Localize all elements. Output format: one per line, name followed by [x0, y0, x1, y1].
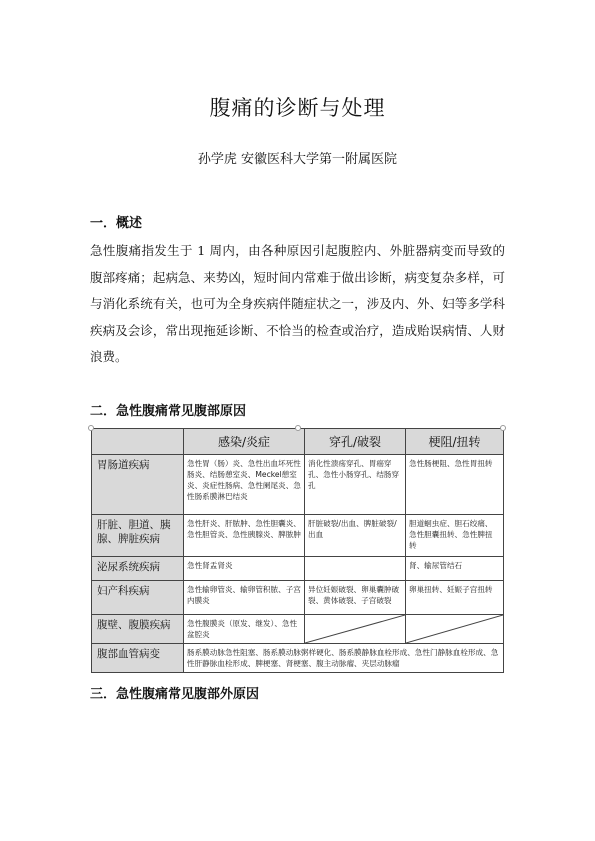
- resize-handle[interactable]: [500, 425, 506, 431]
- empty-diagonal-cell: [305, 615, 406, 644]
- table-row: [92, 455, 504, 515]
- resize-handle[interactable]: [88, 425, 94, 431]
- document-title: 腹痛的诊断与处理: [209, 96, 386, 120]
- section-heading-abdominal-causes: 二．急性腹痛常见腹部原因: [90, 404, 247, 419]
- row-label: 腹部血管病变: [92, 644, 184, 673]
- table-cell: 消化性溃疡穿孔、胃癌穿孔、急性小肠穿孔、结肠穿孔: [305, 455, 406, 515]
- table-cell: 肾、输尿管结石: [406, 557, 504, 581]
- table-cell: 胆道蛔虫症、胆石绞痛、急性胆囊扭转、急性脾扭转: [406, 515, 504, 557]
- table-cell: 急性输卵管炎、输卵管积脓、子宫内膜炎: [184, 581, 305, 615]
- table-cell: 急性肾盂肾炎: [184, 557, 305, 581]
- table-header-row: [92, 429, 504, 455]
- section-heading-extra-abdominal-causes: 三．急性腹痛常见腹部外原因: [90, 687, 260, 702]
- table-header-cell: 穿孔/破裂: [305, 429, 406, 455]
- table-row: [92, 515, 504, 557]
- empty-diagonal-cell: [406, 615, 504, 644]
- row-label: 腹壁、腹膜疾病: [92, 615, 184, 644]
- table-header-cell: 梗阻/扭转: [406, 429, 504, 455]
- section-heading-overview: 一．概述: [90, 216, 143, 231]
- resize-handle[interactable]: [295, 425, 301, 431]
- table-cell: [305, 557, 406, 581]
- table-row: [92, 615, 504, 644]
- table-cell: 肠系膜动脉急性阻塞、肠系膜动脉粥样硬化、肠系膜静脉血栓形成、急性门静脉血栓形成、急性肝静脉血栓形成、脾梗塞、肾梗塞、腹主动脉瘤、夹层动脉瘤: [184, 644, 504, 673]
- table-cell: 急性肠梗阻、急性胃扭转: [406, 455, 504, 515]
- row-label: 肝脏、胆道、胰腺、脾脏疾病: [92, 515, 184, 557]
- table-row: [92, 557, 504, 581]
- causes-table: [91, 428, 504, 673]
- table-cell: 卵巢扭转、妊娠子宫扭转: [406, 581, 504, 615]
- table-header-cell: 感染/炎症: [184, 429, 305, 455]
- table-header-cell: [92, 429, 184, 455]
- table-cell: 急性胃（肠）炎、急性出血坏死性肠炎、结肠憩室炎、Meckel憩室炎、炎症性肠病、急性阑尾炎、急性肠系膜淋巴结炎: [184, 455, 305, 515]
- row-label: 胃肠道疾病: [92, 455, 184, 515]
- author-line: 孙学虎 安徽医科大学第一附属医院: [197, 152, 398, 167]
- table-cell: 急性腹膜炎（原发、继发）、急性盆腔炎: [184, 615, 305, 644]
- table-cell: 急性肝炎、肝脓肿、急性胆囊炎、急性胆管炎、急性胰腺炎、脾脓肿: [184, 515, 305, 557]
- table-cell: 肝脏破裂/出血、脾脏破裂/出血: [305, 515, 406, 557]
- row-label: 妇产科疾病: [92, 581, 184, 615]
- table-row: [92, 644, 504, 673]
- overview-paragraph: 急性腹痛指发生于 1 周内，由各种原因引起腹腔内、外脏器病变而导致的腹部疼痛；起病急、来势凶，短时间内常难于做出诊断，病变复杂多样，可与消化系统有关，也可为全身疾病伴随症状之一，涉及内、外、妇等多学科疾病及会诊，常出现拖延诊断、不恰当的检查或治疗，造成贻误病情、人财浪费。: [90, 243, 505, 364]
- table-cell: 异位妊娠破裂、卵巢囊肿破裂、黄体破裂、子宫破裂: [305, 581, 406, 615]
- row-label: 泌尿系统疾病: [92, 557, 184, 581]
- table-row: [92, 581, 504, 615]
- causes-table-image[interactable]: [91, 428, 503, 668]
